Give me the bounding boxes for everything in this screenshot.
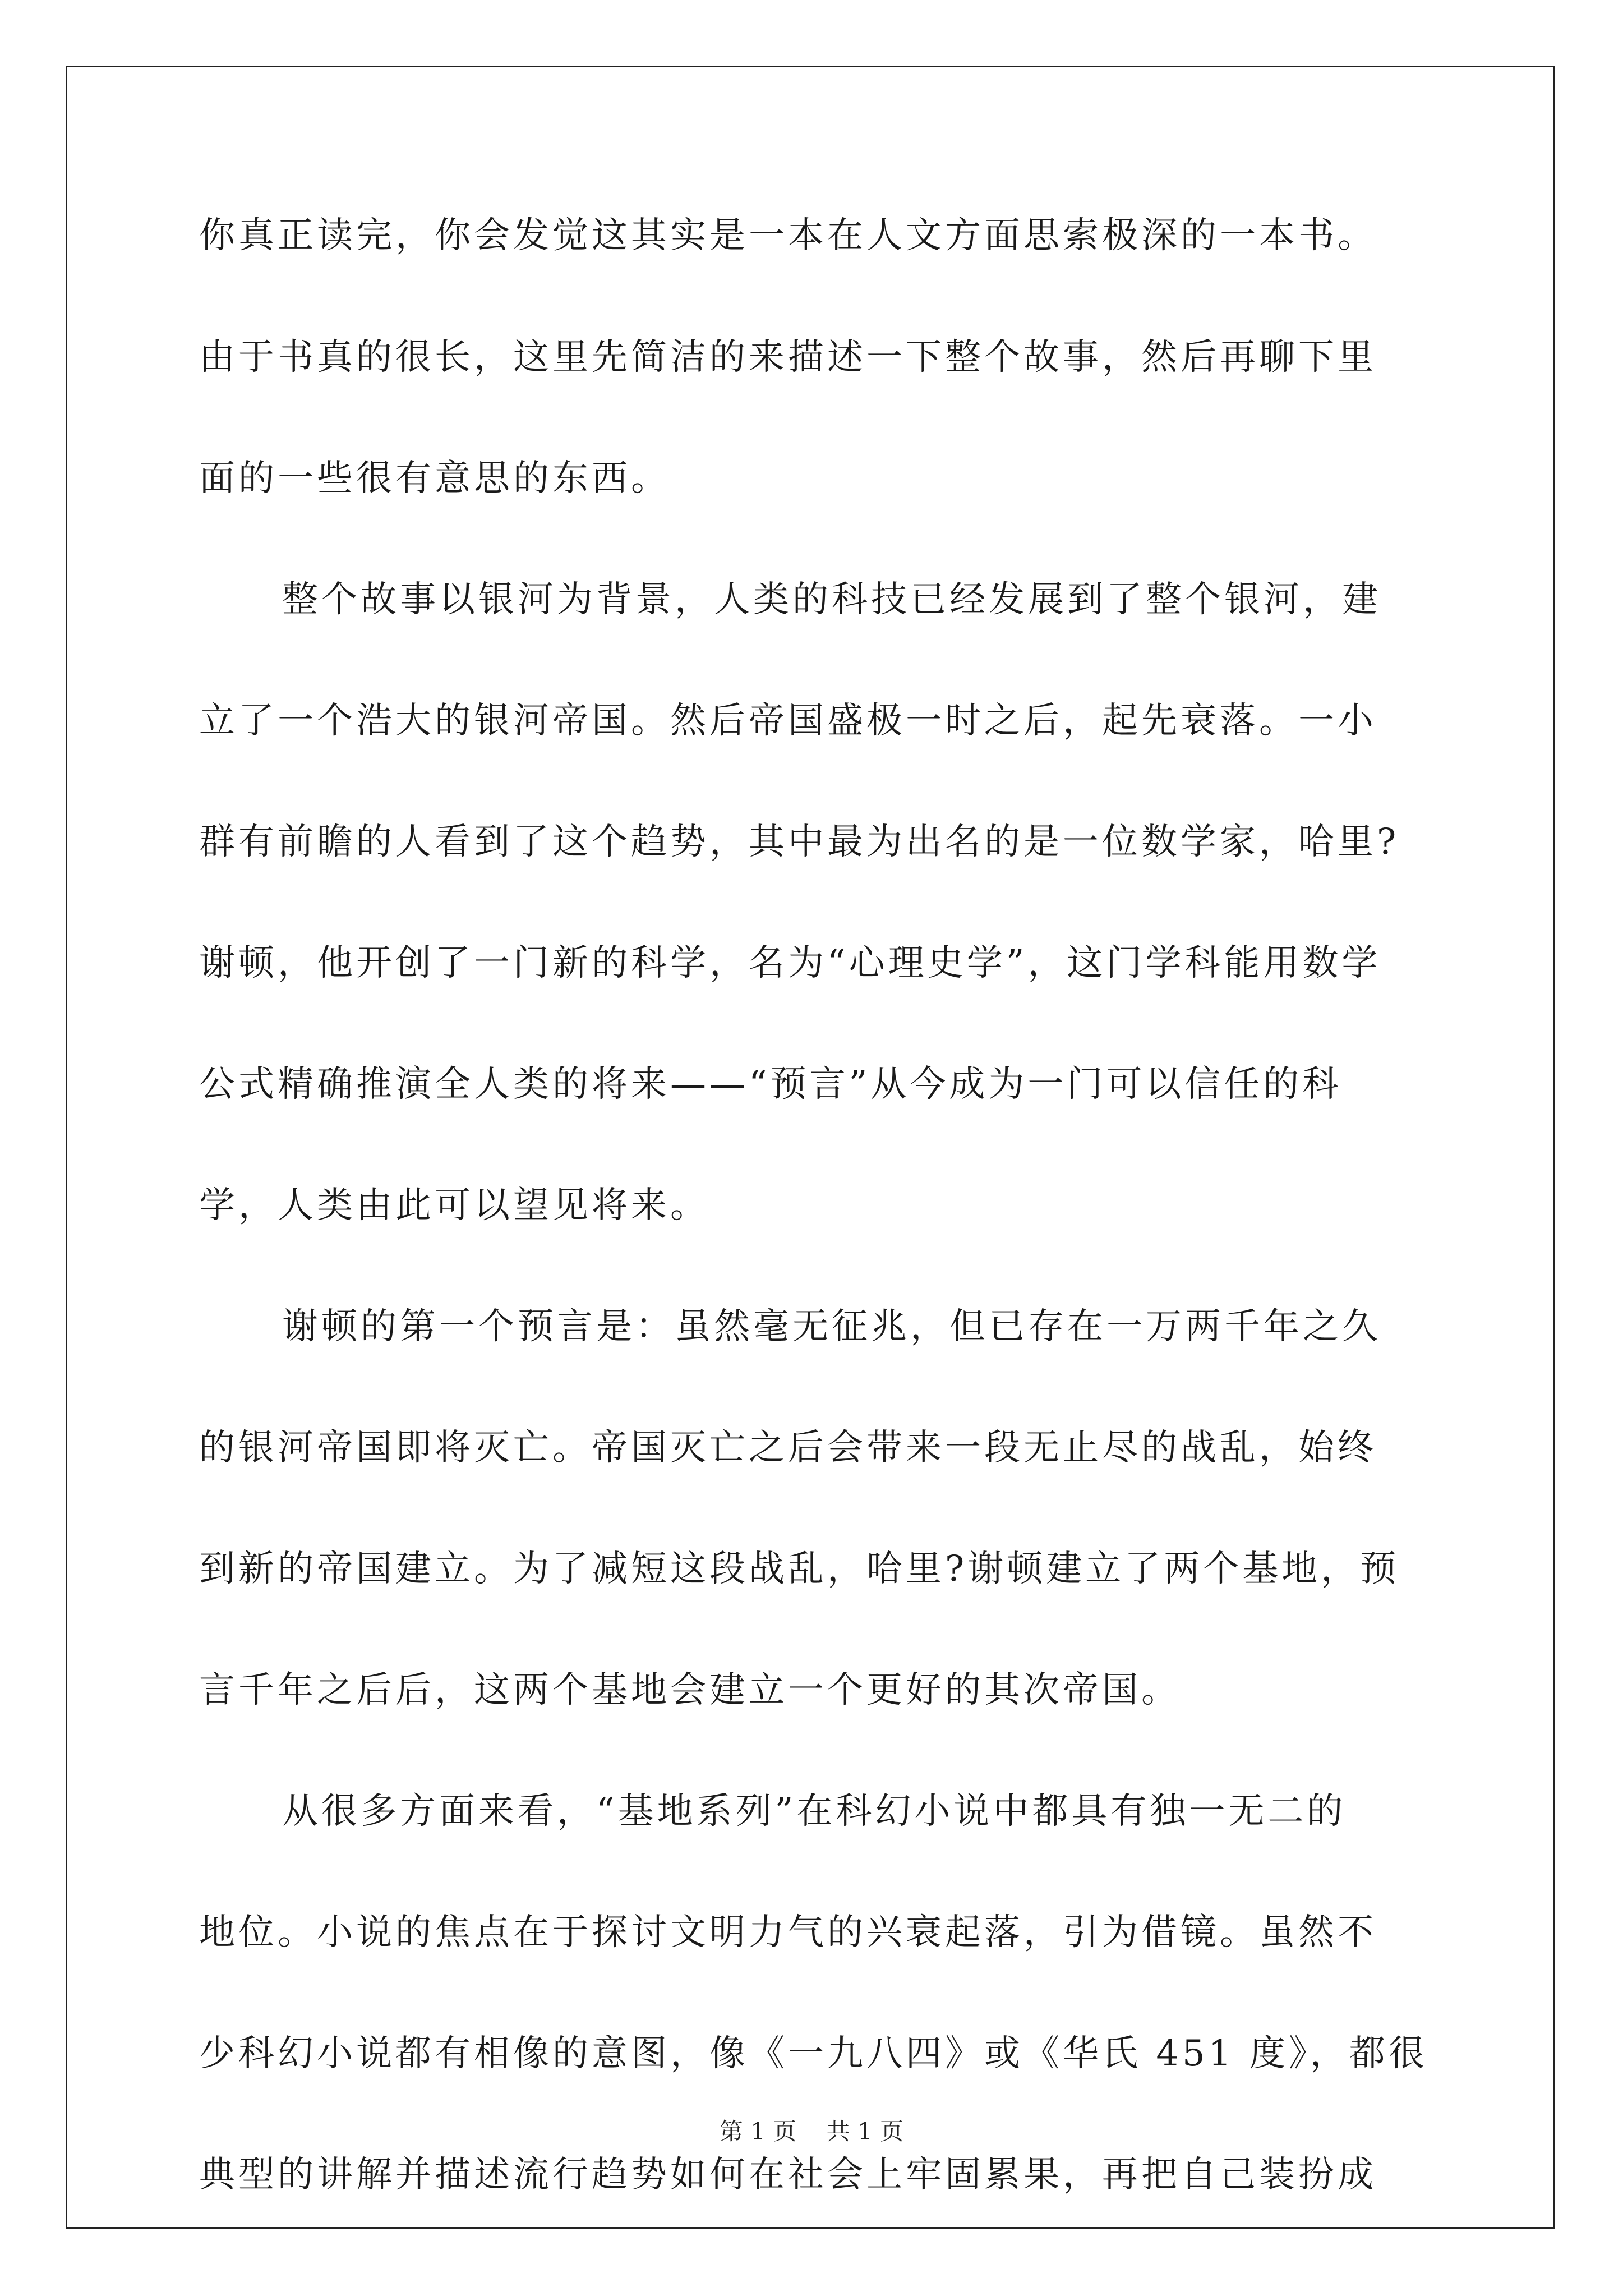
text-line: 的银河帝国即将灭亡。帝国灭亡之后会带来一段无止尽的战乱，始终 [199,1427,1377,1469]
text-line: 谢顿，他开创了一门新的科学，名为“心理史学”，这门学科能用数学 [199,942,1381,984]
text-line: 言千年之后后，这两个基地会建立一个更好的其次帝国。 [199,1669,1181,1711]
paragraph-start-line: 谢顿的第一个预言是：虽然毫无征兆，但已存在一万两千年之久 [282,1306,1381,1347]
page-number-footer: 第 1 页 共 1 页 [719,2118,904,2145]
text-line: 学，人类由此可以望见将来。 [199,1185,709,1226]
paragraph-start-line: 整个故事以银河为背景，人类的科技已经发展到了整个银河，建 [282,579,1381,620]
text-line: 由于书真的很长，这里先简洁的来描述一下整个故事，然后再聊下里 [199,337,1377,378]
text-line: 典型的讲解并描述流行趋势如何在社会上牢固累果，再把自己装扮成 [199,2154,1377,2196]
text-line: 你真正读完，你会发觉这其实是一本在人文方面思索极深的一本书。 [199,215,1377,256]
text-line: 面的一些很有意思的东西。 [199,458,670,499]
text-line: 群有前瞻的人看到了这个趋势，其中最为出名的是一位数学家，哈里? [199,821,1400,863]
text-line: 地位。小说的焦点在于探讨文明力气的兴衰起落，引为借镜。虽然不 [199,1912,1377,1953]
text-line: 到新的帝国建立。为了减短这段战乱，哈里?谢顿建立了两个基地，预 [199,1548,1400,1590]
paragraph-start-line: 从很多方面来看，“基地系列”在科幻小说中都具有独一无二的 [282,1791,1347,1832]
text-line: 公式精确推演全人类的将来——“预言”从今成为一门可以信任的科 [199,1064,1342,1105]
text-line: 少科幻小说都有相像的意图，像《一九八四》或《华氏 451 度》，都很 [199,2033,1428,2074]
text-line: 立了一个浩大的银河帝国。然后帝国盛极一时之后，起先衰落。一小 [199,700,1377,742]
